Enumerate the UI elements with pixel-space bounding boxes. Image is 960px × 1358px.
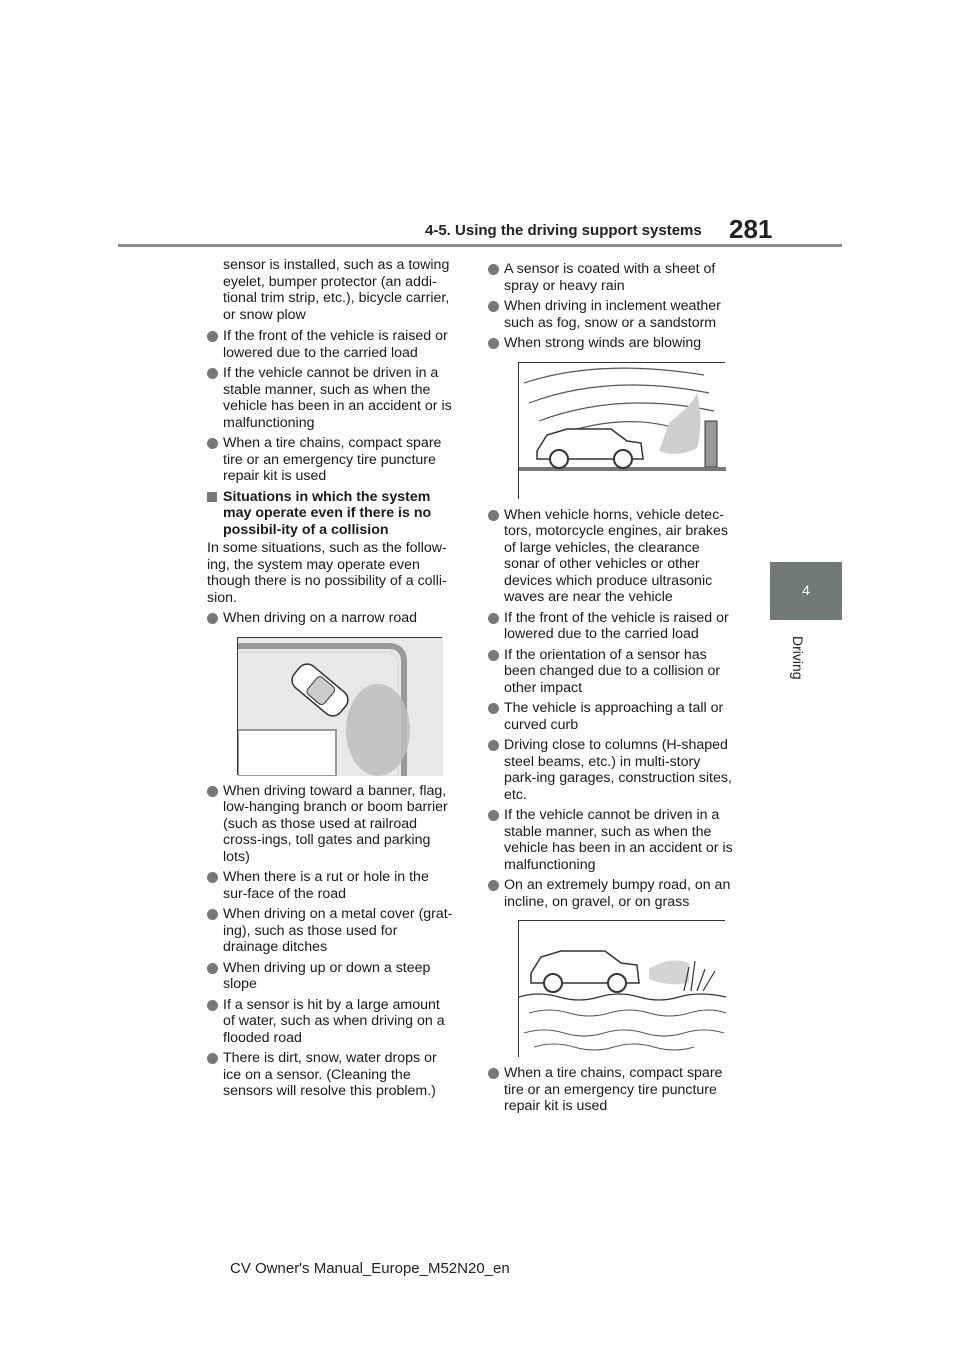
list-item: If the vehicle cannot be driven in a stable manner, such as when the vehicle has been in an accident or is malfunctioning <box>488 807 736 873</box>
chapter-tab <box>770 562 842 620</box>
bullet-icon <box>488 613 499 624</box>
page-number: 281 <box>729 214 773 244</box>
list-item: When a tire chains, compact spare tire or an emergency tire puncture repair kit is used <box>488 1065 736 1115</box>
narrow-road-illustration <box>237 637 442 775</box>
subsection-heading: Situations in which the system may operate even if there is no possibil-ity of a collision <box>207 489 455 539</box>
chapter-label: Driving <box>790 636 806 680</box>
list-item: If the vehicle cannot be driven in a stable manner, such as when the vehicle has been in an accident or is malfunctioning <box>207 365 455 431</box>
bullet-icon <box>207 786 218 797</box>
bullet-icon <box>488 740 499 751</box>
bullet-icon <box>207 1000 218 1011</box>
bullet-icon <box>207 909 218 920</box>
bullet-icon <box>207 368 218 379</box>
list-item: When strong winds are blowing <box>488 335 736 352</box>
chapter-number: 4 <box>802 582 810 598</box>
list-item: Driving close to columns (H-shaped steel beams, etc.) in multi-story park-ing garages, construction sites, etc. <box>488 737 736 803</box>
list-item: When vehicle horns, vehicle detec-tors, motorcycle engines, air brakes of large vehicles, the clearance sonar of other vehicles or other devices which produce ultrasonic waves are near the vehicle <box>488 507 736 606</box>
list-item: A sensor is coated with a sheet of spray or heavy rain <box>488 261 736 294</box>
square-bullet-icon <box>207 492 217 502</box>
bullet-icon <box>207 963 218 974</box>
bullet-icon <box>488 338 499 349</box>
bumpy-road-illustration <box>518 920 725 1057</box>
list-item: When a tire chains, compact spare tire or an emergency tire puncture repair kit is used <box>207 435 455 485</box>
strong-wind-illustration <box>518 362 725 499</box>
bullet-icon <box>488 650 499 661</box>
bullet-icon <box>207 872 218 883</box>
bullet-icon <box>207 331 218 342</box>
bullet-icon <box>207 1053 218 1064</box>
intro-paragraph: In some situations, such as the follow-ing, the system may operate even though there is no possibility of a colli-sion. <box>207 540 447 606</box>
bullet-icon <box>488 703 499 714</box>
list-item: When there is a rut or hole in the sur-face of the road <box>207 869 455 902</box>
list-item: When driving in inclement weather such as fog, snow or a sandstorm <box>488 298 736 331</box>
section-title: 4-5. Using the driving support systems <box>425 222 702 239</box>
bullet-icon <box>488 880 499 891</box>
bullet-icon <box>488 810 499 821</box>
left-column <box>207 257 455 1104</box>
bullet-icon <box>207 613 218 624</box>
right-column <box>488 257 736 1119</box>
list-item: On an extremely bumpy road, on an incline, on gravel, or on grass <box>488 877 736 910</box>
continuation-text: sensor is installed, such as a towing eyelet, bumper protector (an addi-tional trim strip, etc.), bicycle carrier, or snow plow <box>223 257 450 323</box>
bullet-icon <box>488 301 499 312</box>
list-item: When driving toward a banner, flag, low-hanging branch or boom barrier (such as those used at railroad cross-ings, toll gates and parking lots) <box>207 783 455 866</box>
list-item: If the orientation of a sensor has been changed due to a collision or other impact <box>488 647 736 697</box>
list-item: When driving on a narrow road <box>207 610 455 627</box>
list-item: If the front of the vehicle is raised or lowered due to the carried load <box>488 610 736 643</box>
list-item: When driving on a metal cover (grat-ing), such as those used for drainage ditches <box>207 906 455 956</box>
list-item: When driving up or down a steep slope <box>207 960 455 993</box>
list-item: The vehicle is approaching a tall or curved curb <box>488 700 736 733</box>
list-item: There is dirt, snow, water drops or ice on a sensor. (Cleaning the sensors will resolve this problem.) <box>207 1050 455 1100</box>
bullet-icon <box>488 510 499 521</box>
header-rule <box>118 244 842 247</box>
list-item: If a sensor is hit by a large amount of water, such as when driving on a flooded road <box>207 997 455 1047</box>
list-item: If the front of the vehicle is raised or lowered due to the carried load <box>207 328 455 361</box>
bullet-icon <box>488 264 499 275</box>
bullet-icon <box>488 1068 499 1079</box>
footer-manual-id: CV Owner's Manual_Europe_M52N20_en <box>230 1260 510 1277</box>
bullet-icon <box>207 438 218 449</box>
